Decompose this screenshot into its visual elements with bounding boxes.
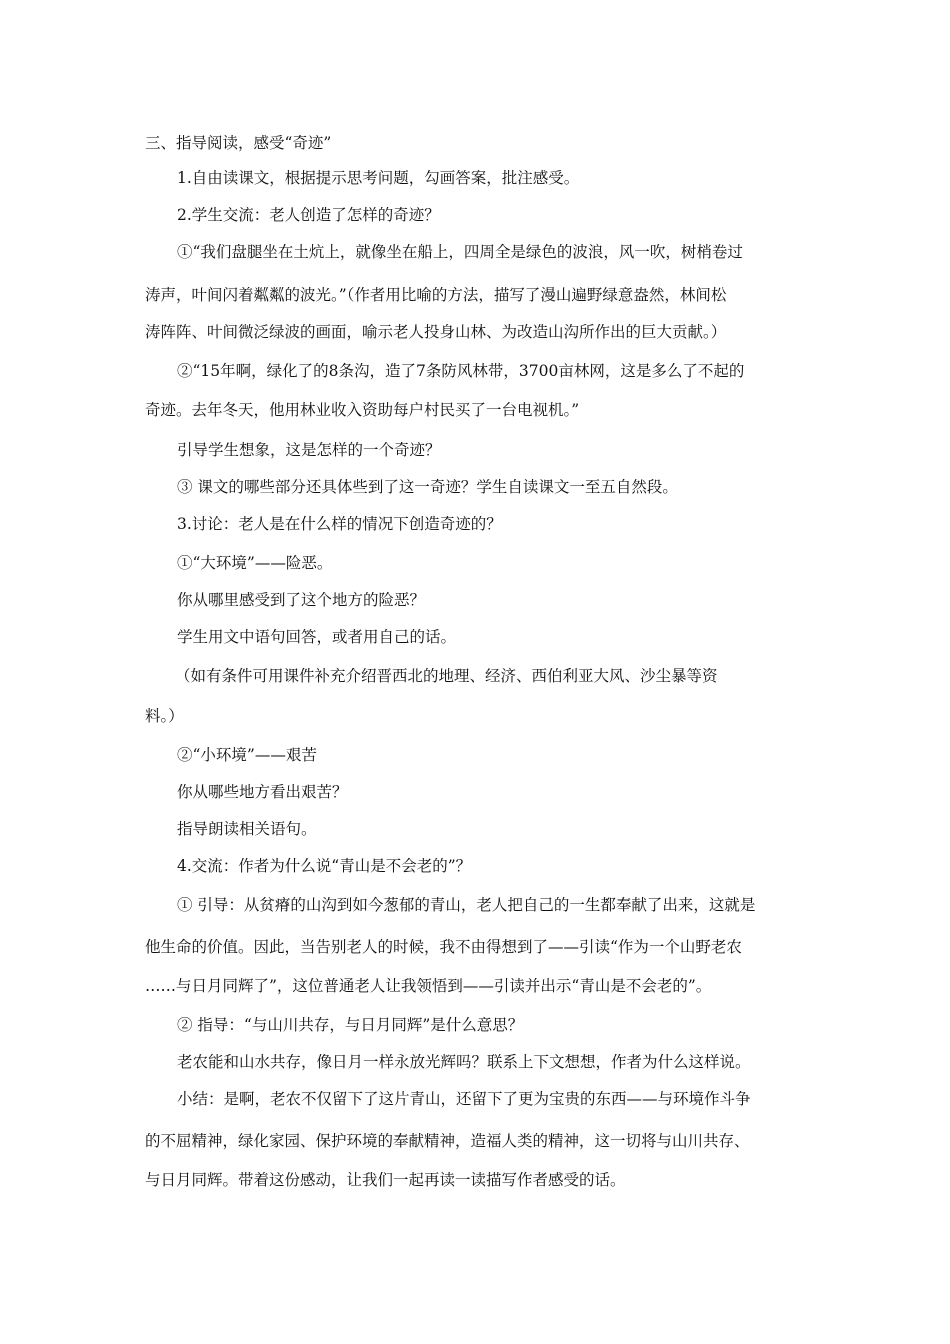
paragraph-line: 引导学生想象，这是怎样的一个奇迹？	[177, 441, 441, 459]
paragraph-line: 涛阵阵、叶间微泛绿波的画面，喻示老人投身山林、为改造山沟所作出的巨大贡献。）	[145, 323, 727, 341]
paragraph-line: 涛声，叶间闪着粼粼的波光。”（作者用比喻的方法，描写了漫山遍野绿意盎然，林间松	[145, 286, 727, 304]
paragraph-line: 3.讨论：老人是在什么样的情况下创造奇迹的？	[177, 515, 502, 533]
paragraph-line: ①“我们盘腿坐在土炕上，就像坐在船上，四周全是绿色的波浪，风一吹，树梢卷过	[177, 243, 743, 261]
paragraph-line: 奇迹。去年冬天，他用林业收入资助每户村民买了一台电视机。”	[145, 401, 580, 419]
section-heading: 三、指导阅读，感受“奇迹”	[145, 134, 332, 152]
paragraph-line: 与日月同辉。带着这份感动，让我们一起再读一读描写作者感受的话。	[145, 1171, 626, 1189]
paragraph-line: ②“15年啊，绿化了的8条沟，造了7条防风林带，3700亩林网，这是多么了不起的	[177, 362, 745, 380]
paragraph-line: （如有条件可用课件补充介绍晋西北的地理、经济、西伯利亚大风、沙尘暴等资	[175, 667, 718, 685]
paragraph-line: 料。）	[145, 707, 184, 725]
paragraph-line: ① 引导：从贫瘠的山沟到如今葱郁的青山，老人把自己的一生都奉献了出来，这就是	[177, 896, 756, 914]
paragraph-line: 你从哪些地方看出艰苦？	[177, 783, 348, 801]
paragraph-line: 学生用文中语句回答，或者用自己的话。	[177, 628, 457, 646]
paragraph-line: 2.学生交流：老人创造了怎样的奇迹？	[177, 206, 440, 224]
paragraph-line: 的不屈精神，绿化家园、保护环境的奉献精神，造福人类的精神，这一切将与山川共存、	[145, 1132, 750, 1150]
paragraph-line: 1.自由读课文，根据提示思考问题，勾画答案，批注感受。	[177, 169, 580, 187]
paragraph-line: 老农能和山水共存，像日月一样永放光辉吗？联系上下文想想，作者为什么这样说。	[177, 1053, 751, 1071]
paragraph-line: 你从哪里感受到了这个地方的险恶？	[177, 591, 426, 609]
paragraph-line: ②“小环境”——艰苦	[177, 746, 317, 764]
paragraph-line: ② 指导：“与山川共存，与日月同辉”是什么意思？	[177, 1016, 524, 1034]
paragraph-line: 小结：是啊，老农不仅留下了这片青山，还留下了更为宝贵的东西——与环境作斗争	[177, 1090, 751, 1108]
paragraph-line: ①“大环境”——险恶。	[177, 554, 333, 572]
paragraph-line: 4.交流：作者为什么说“青山是不会老的”？	[177, 857, 472, 875]
paragraph-line: ……与日月同辉了”，这位普通老人让我领悟到——引读并出示“青山是不会老的”。	[145, 977, 712, 995]
paragraph-line: 他生命的价值。因此，当告别老人的时候，我不由得想到了——引读“作为一个山野老农	[145, 938, 742, 956]
paragraph-line: ③ 课文的哪些部分还具体些到了这一奇迹？学生自读课文一至五自然段。	[177, 478, 678, 496]
paragraph-line: 指导朗读相关语句。	[177, 820, 317, 838]
